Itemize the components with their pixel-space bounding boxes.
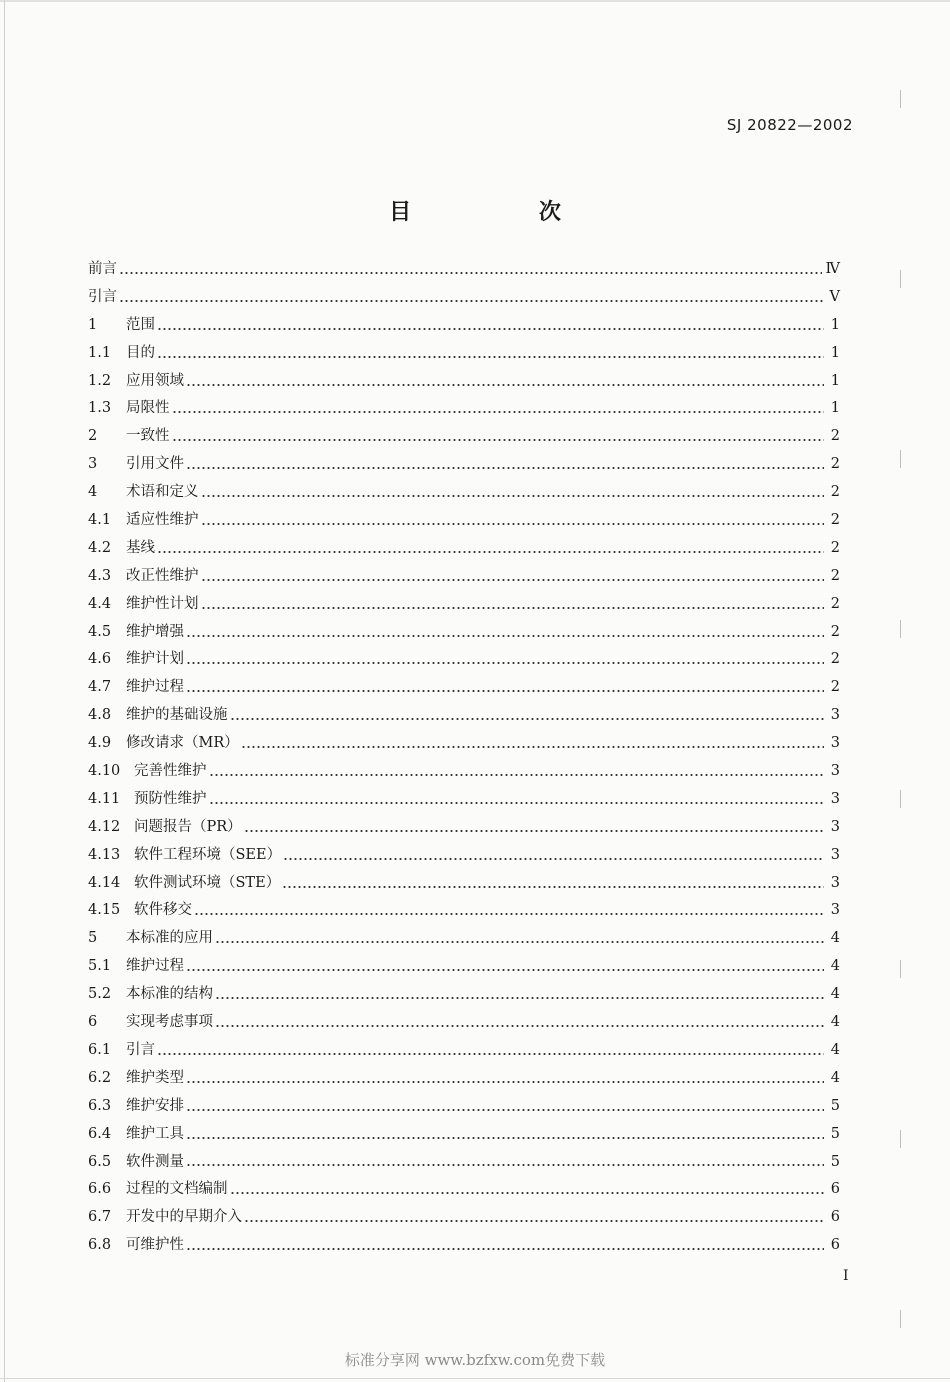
toc-entry-title: 术语和定义 bbox=[126, 484, 199, 501]
toc-entry[interactable] bbox=[88, 284, 840, 312]
toc-entry[interactable] bbox=[88, 368, 840, 396]
toc-entry[interactable] bbox=[88, 1009, 840, 1037]
toc-entry-page: 4 bbox=[830, 1069, 840, 1086]
watermark: 标准分享网 www.bzfxw.com免费下载 bbox=[344, 1351, 606, 1369]
toc-entry-page: 3 bbox=[830, 763, 840, 780]
toc-entry-page: 4 bbox=[830, 930, 840, 947]
toc-entry[interactable] bbox=[88, 423, 840, 451]
toc-entry-number: 1.1 bbox=[88, 344, 112, 361]
toc-entry-title: 维护类型 bbox=[126, 1069, 184, 1086]
toc-entry-number: 4.3 bbox=[88, 567, 112, 584]
toc-entry-title: 适应性维护 bbox=[126, 512, 199, 529]
document-code: SJ 20822—2002 bbox=[726, 116, 853, 134]
toc-entry[interactable] bbox=[88, 925, 840, 953]
toc-entry-page: 4 bbox=[830, 986, 840, 1003]
toc-leader-dots bbox=[157, 1053, 824, 1055]
page-number: I bbox=[843, 1268, 849, 1284]
toc-entry-title: 过程的文档编制 bbox=[126, 1181, 228, 1198]
toc-entry-page: 1 bbox=[830, 372, 840, 389]
scan-top-edge bbox=[0, 0, 950, 2]
toc-entry[interactable] bbox=[88, 451, 840, 479]
toc-entry[interactable] bbox=[88, 674, 840, 702]
toc-leader-dots bbox=[186, 690, 824, 692]
toc-entry-number: 4 bbox=[88, 484, 98, 501]
toc-entry-page: 2 bbox=[830, 679, 840, 696]
toc-leader-dots bbox=[194, 913, 824, 915]
toc-entry[interactable] bbox=[88, 842, 840, 870]
toc-entry[interactable] bbox=[88, 953, 840, 981]
toc-entry-number: 4.13 bbox=[88, 846, 121, 863]
toc-entry[interactable] bbox=[88, 646, 840, 674]
toc-entry-number: 4.12 bbox=[88, 818, 121, 835]
toc-entry-page: 3 bbox=[830, 707, 840, 724]
toc-leader-dots bbox=[186, 384, 824, 386]
toc-entry-title: 维护过程 bbox=[126, 958, 184, 975]
toc-entry-page: Ⅳ bbox=[825, 261, 840, 277]
toc-entry-page: 2 bbox=[830, 484, 840, 501]
toc-entry-page: 6 bbox=[830, 1209, 840, 1226]
toc-entry[interactable] bbox=[88, 814, 840, 842]
toc-entry-title: 维护安排 bbox=[126, 1097, 184, 1114]
toc-entry[interactable] bbox=[88, 1121, 840, 1149]
toc-leader-dots bbox=[215, 997, 824, 999]
toc-leader-dots bbox=[186, 467, 824, 469]
toc-leader-dots bbox=[230, 718, 825, 720]
toc-leader-dots bbox=[186, 662, 824, 664]
toc-leader-dots bbox=[186, 1109, 824, 1111]
toc-entry[interactable] bbox=[88, 758, 840, 786]
toc-entry-page: 3 bbox=[830, 902, 840, 919]
toc-entry-number: 6.4 bbox=[88, 1125, 112, 1142]
toc-entry-page: 2 bbox=[830, 623, 840, 640]
toc-leader-dots bbox=[201, 523, 825, 525]
toc-entry-title: 实现考虑事项 bbox=[126, 1014, 213, 1031]
toc-entry[interactable] bbox=[88, 340, 840, 368]
toc-entry-title: 范围 bbox=[126, 316, 155, 333]
toc-entry-number: 6.8 bbox=[88, 1237, 112, 1254]
toc-entry-number: 4.6 bbox=[88, 651, 112, 668]
toc-entry[interactable] bbox=[88, 870, 840, 898]
toc-entry-title: 本标准的应用 bbox=[126, 930, 213, 947]
toc-entry-number: 6.2 bbox=[88, 1069, 112, 1086]
toc-entry[interactable] bbox=[88, 395, 840, 423]
toc-entry-number: 1.3 bbox=[88, 400, 112, 417]
toc-entry-title: 维护性计划 bbox=[126, 595, 199, 612]
toc-entry[interactable] bbox=[88, 981, 840, 1009]
toc-entry-title: 问题报告（PR） bbox=[134, 818, 242, 835]
toc-entry[interactable] bbox=[88, 1093, 840, 1121]
toc-entry-title: 维护过程 bbox=[126, 679, 184, 696]
toc-entry-number: 5 bbox=[88, 930, 98, 947]
toc-entry-number: 1.2 bbox=[88, 372, 112, 389]
toc-entry[interactable] bbox=[88, 591, 840, 619]
toc-entry-page: 5 bbox=[830, 1125, 840, 1142]
toc-entry-page: 4 bbox=[830, 1014, 840, 1031]
toc-entry[interactable] bbox=[88, 897, 840, 925]
toc-leader-dots bbox=[244, 1220, 824, 1222]
toc-entry-title: 修改请求（MR） bbox=[126, 735, 239, 752]
toc-entry[interactable] bbox=[88, 312, 840, 340]
toc-entry-title: 引言 bbox=[88, 288, 117, 305]
toc-entry-page: 1 bbox=[830, 344, 840, 361]
toc-entry[interactable] bbox=[88, 1065, 840, 1093]
toc-entry-page: 2 bbox=[830, 567, 840, 584]
toc-entry-number: 6 bbox=[88, 1014, 98, 1031]
toc-entry-page: 5 bbox=[830, 1097, 840, 1114]
toc-leader-dots bbox=[119, 272, 822, 274]
toc-entry-number: 6.1 bbox=[88, 1041, 112, 1058]
toc-entry-page: 2 bbox=[830, 595, 840, 612]
toc-leader-dots bbox=[186, 635, 824, 637]
toc-entry-page: 2 bbox=[830, 651, 840, 668]
toc-entry-title: 完善性维护 bbox=[134, 763, 207, 780]
toc-entry-number: 4.11 bbox=[88, 790, 121, 807]
toc-entry-title: 一致性 bbox=[126, 428, 170, 445]
toc-leader-dots bbox=[186, 1137, 824, 1139]
toc-leader-dots bbox=[157, 551, 824, 553]
toc-entry[interactable] bbox=[88, 702, 840, 730]
toc-entry[interactable] bbox=[88, 730, 840, 758]
toc-leader-dots bbox=[172, 439, 825, 441]
toc-entry-number: 6.7 bbox=[88, 1209, 112, 1226]
toc-entry-title: 应用领域 bbox=[126, 372, 184, 389]
toc-entry-title: 目的 bbox=[126, 344, 155, 361]
toc-list bbox=[88, 256, 840, 1260]
toc-entry-title: 引用文件 bbox=[126, 456, 184, 473]
toc-entry-number: 4.10 bbox=[88, 763, 121, 780]
toc-leader-dots bbox=[157, 328, 824, 330]
toc-leader-dots bbox=[186, 1248, 824, 1250]
toc-leader-dots bbox=[215, 1025, 824, 1027]
toc-entry[interactable] bbox=[88, 563, 840, 591]
toc-entry-page: 6 bbox=[830, 1181, 840, 1198]
toc-entry[interactable] bbox=[88, 479, 840, 507]
toc-entry-title: 开发中的早期介入 bbox=[126, 1209, 242, 1226]
toc-entry-number: 6.6 bbox=[88, 1181, 112, 1198]
toc-entry[interactable] bbox=[88, 535, 840, 563]
toc-entry[interactable] bbox=[88, 256, 840, 284]
toc-leader-dots bbox=[230, 1192, 825, 1194]
toc-entry-number: 3 bbox=[88, 456, 98, 473]
toc-entry-title: 维护工具 bbox=[126, 1125, 184, 1142]
toc-entry-number: 4.5 bbox=[88, 623, 112, 640]
toc-leader-dots bbox=[209, 802, 825, 804]
toc-leader-dots bbox=[215, 941, 824, 943]
toc-entry-title: 局限性 bbox=[126, 400, 170, 417]
toc-entry-title: 维护的基础设施 bbox=[126, 707, 228, 724]
toc-entry-number: 4.8 bbox=[88, 707, 112, 724]
toc-entry-title: 改正性维护 bbox=[126, 567, 199, 584]
toc-leader-dots bbox=[201, 495, 825, 497]
toc-entry-page: 2 bbox=[830, 456, 840, 473]
toc-entry[interactable] bbox=[88, 1037, 840, 1065]
toc-entry-number: 4.14 bbox=[88, 874, 121, 891]
toc-entry-page: 3 bbox=[830, 790, 840, 807]
toc-leader-dots bbox=[241, 746, 824, 748]
toc-leader-dots bbox=[244, 830, 824, 832]
toc-entry-page: 2 bbox=[830, 512, 840, 529]
toc-entry-number: 6.5 bbox=[88, 1153, 112, 1170]
scan-bottom-edge bbox=[0, 1378, 950, 1379]
toc-entry-title: 前言 bbox=[88, 261, 117, 277]
toc-entry-page: 4 bbox=[830, 958, 840, 975]
toc-entry[interactable] bbox=[88, 1204, 840, 1232]
toc-entry[interactable] bbox=[88, 1149, 840, 1177]
toc-entry-title: 维护增强 bbox=[126, 623, 184, 640]
toc-entry-page: 1 bbox=[830, 400, 840, 417]
toc-entry-page: 4 bbox=[830, 1041, 840, 1058]
toc-entry-number: 4.4 bbox=[88, 595, 112, 612]
toc-entry-page: 3 bbox=[830, 818, 840, 835]
toc-entry-page: 3 bbox=[830, 874, 840, 891]
toc-entry-page: Ⅴ bbox=[829, 288, 840, 305]
toc-entry[interactable] bbox=[88, 1232, 840, 1260]
toc-entry-title: 软件移交 bbox=[134, 902, 192, 919]
toc-entry[interactable] bbox=[88, 786, 840, 814]
toc-leader-dots bbox=[186, 1081, 824, 1083]
toc-leader-dots bbox=[201, 579, 825, 581]
scan-right-marks bbox=[900, 90, 940, 1350]
toc-entry-title: 本标准的结构 bbox=[126, 986, 213, 1003]
toc-entry-number: 6.3 bbox=[88, 1097, 112, 1114]
toc-entry-page: 1 bbox=[830, 316, 840, 333]
toc-entry-page: 2 bbox=[830, 428, 840, 445]
toc-leader-dots bbox=[157, 356, 824, 358]
toc-entry-page: 5 bbox=[830, 1153, 840, 1170]
toc-entry-page: 3 bbox=[830, 735, 840, 752]
toc-entry-number: 2 bbox=[88, 428, 98, 445]
toc-entry-number: 4.2 bbox=[88, 539, 112, 556]
toc-leader-dots bbox=[282, 886, 824, 888]
toc-leader-dots bbox=[209, 774, 825, 776]
toc-entry[interactable] bbox=[88, 619, 840, 647]
toc-leader-dots bbox=[119, 300, 824, 302]
toc-entry[interactable] bbox=[88, 1176, 840, 1204]
toc-leader-dots bbox=[201, 607, 825, 609]
toc-entry-title: 引言 bbox=[126, 1041, 155, 1058]
toc-entry-page: 3 bbox=[830, 846, 840, 863]
toc-leader-dots bbox=[186, 1164, 824, 1166]
toc-leader-dots bbox=[172, 411, 825, 413]
toc-entry-number: 4.15 bbox=[88, 902, 121, 919]
toc-entry-page: 6 bbox=[830, 1237, 840, 1254]
toc-title: 目 次 bbox=[389, 199, 621, 225]
toc-entry-number: 5.2 bbox=[88, 986, 112, 1003]
toc-entry-title: 维护计划 bbox=[126, 651, 184, 668]
toc-entry-title: 可维护性 bbox=[126, 1237, 184, 1254]
toc-leader-dots bbox=[283, 858, 824, 860]
toc-entry-number: 5.1 bbox=[88, 958, 112, 975]
toc-entry[interactable] bbox=[88, 507, 840, 535]
toc-entry-title: 预防性维护 bbox=[134, 790, 207, 807]
toc-entry-title: 软件测试环境（STE） bbox=[134, 874, 281, 891]
toc-leader-dots bbox=[186, 969, 824, 971]
toc-entry-page: 2 bbox=[830, 539, 840, 556]
toc-entry-number: 1 bbox=[88, 316, 98, 333]
toc-entry-number: 4.9 bbox=[88, 735, 112, 752]
toc-entry-title: 软件工程环境（SEE） bbox=[134, 846, 282, 863]
toc-entry-title: 软件测量 bbox=[126, 1153, 184, 1170]
toc-entry-number: 4.1 bbox=[88, 512, 112, 529]
toc-entry-number: 4.7 bbox=[88, 679, 112, 696]
toc-entry-title: 基线 bbox=[126, 539, 155, 556]
